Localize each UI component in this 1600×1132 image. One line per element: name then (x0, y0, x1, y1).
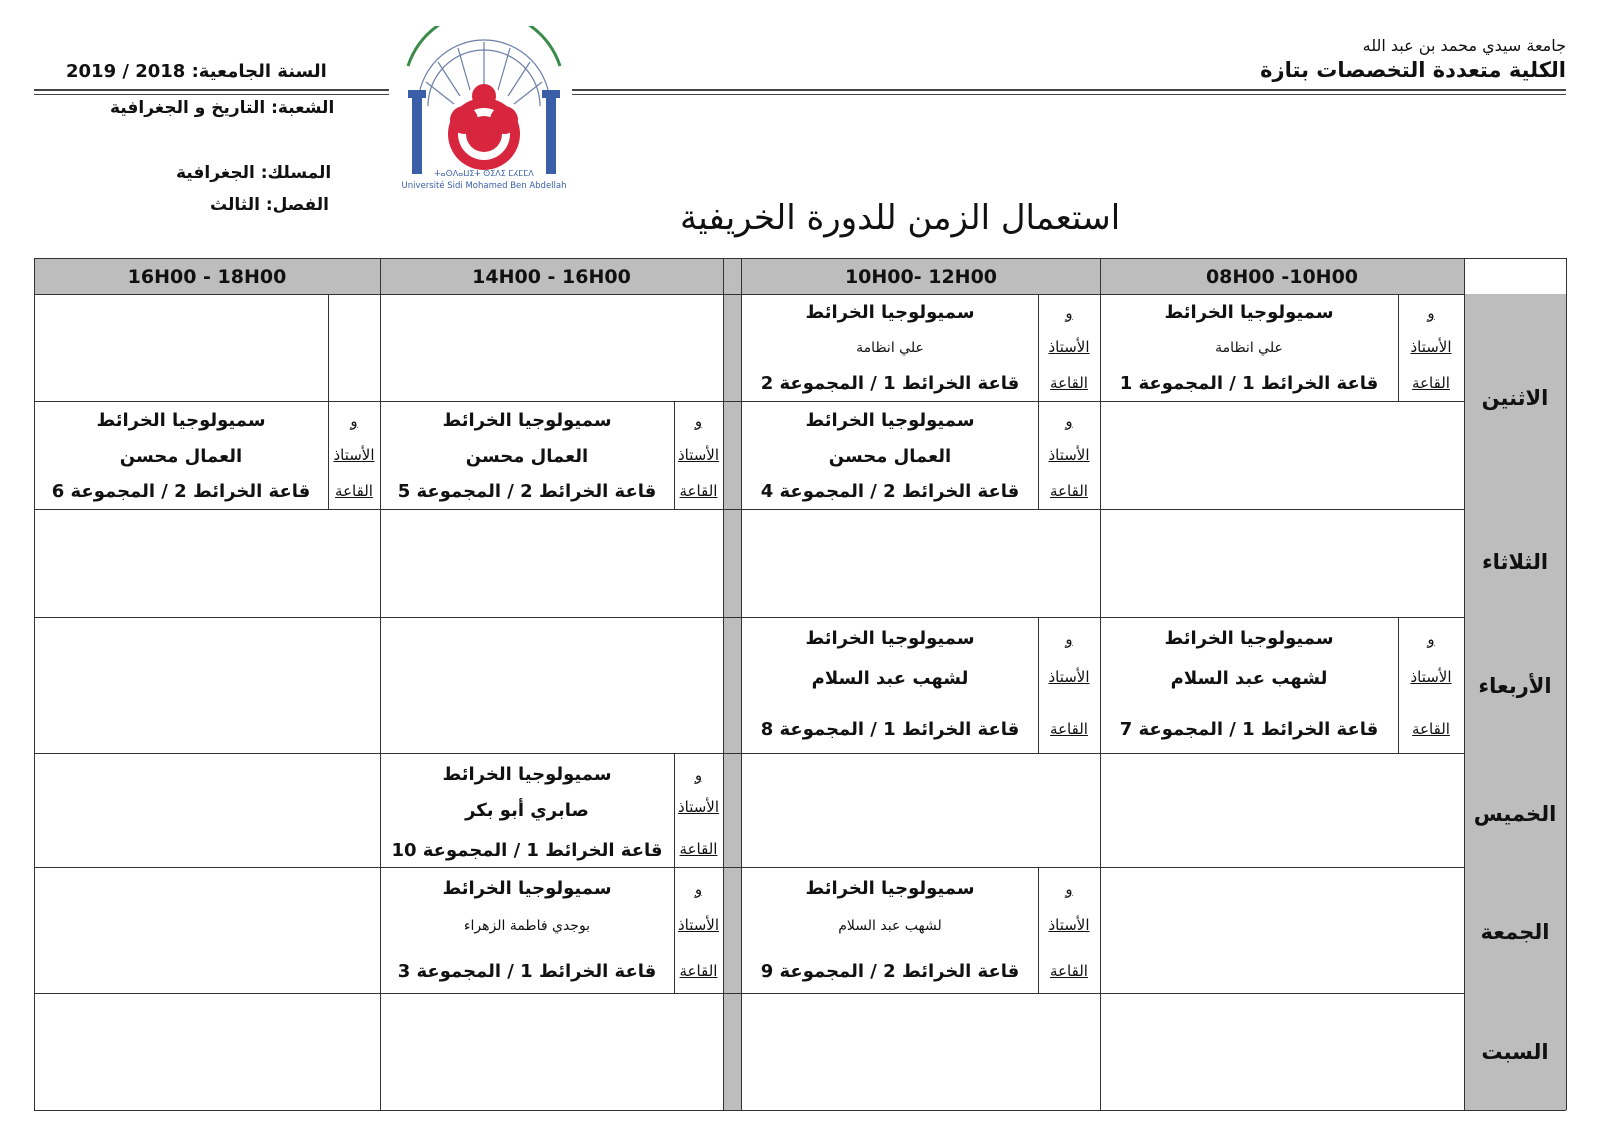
label-room: القاعة (1050, 962, 1088, 980)
professor-name: لشهب عبد السلام (838, 918, 942, 934)
logo-caption: Université Sidi Mohamed Ben Abdellah (401, 181, 567, 191)
grid-h-fri (34, 867, 1464, 868)
label-room: القاعة (335, 482, 373, 500)
faculty-name: الكلية متعددة التخصصات بتازة (1260, 58, 1566, 82)
label-professor: الأستاذ (1410, 668, 1452, 686)
label-professor: الأستاذ (1048, 338, 1090, 356)
subcol-mon2-a (1038, 294, 1039, 509)
professor-name: علي انظامة (856, 340, 924, 356)
day-tuesday: الثلاثاء (1481, 550, 1549, 574)
professor-name: لشهب عبد السلام (1170, 668, 1328, 689)
professor-name: لشهب عبد السلام (811, 668, 969, 689)
room-group: قاعة الخرائط 2 / المجموعة 4 (760, 481, 1020, 502)
course-name: سميولوجيا الخرائط (96, 410, 266, 431)
label-room: القاعة (1050, 720, 1088, 738)
grid-v-right (1566, 258, 1567, 1110)
day-wednesday: الأربعاء (1478, 674, 1552, 698)
day-column-band (1464, 294, 1566, 1111)
label-professor: الأستاذ (1048, 916, 1090, 934)
professor-name: العمال محسن (465, 446, 589, 467)
header-rule-right-2 (572, 94, 1566, 95)
grid-h-tue (34, 509, 1464, 510)
label-and: و (694, 880, 703, 898)
room-group: قاعة الخرائط 1 / المجموعة 1 (1119, 373, 1379, 394)
label-and: و (1065, 880, 1073, 898)
day-monday: الاثنين (1481, 386, 1549, 410)
label-and: و (1065, 630, 1073, 648)
grid-h-header (34, 294, 1464, 295)
semester: الفصل: الثالث (210, 195, 329, 215)
label-room: القاعة (1412, 720, 1450, 738)
label-professor: الأستاذ (333, 446, 375, 464)
label-and: و (1427, 304, 1435, 322)
professor-name: بوجدي فاطمة الزهراء (463, 918, 591, 934)
page-title: استعمال الزمن للدورة الخريفية (680, 198, 1121, 238)
branch: الشعبة: التاريخ و الجغرافية (110, 98, 335, 118)
course-name: سميولوجيا الخرائط (805, 628, 975, 649)
grid-v-break-l (723, 258, 724, 1110)
header-rule-left (34, 89, 389, 91)
room-group: قاعة الخرائط 1 / المجموعة 2 (760, 373, 1020, 394)
label-and: و (1065, 412, 1073, 430)
time-slot-3: 14H00 - 16H00 (472, 266, 631, 288)
break-column (723, 258, 741, 1111)
room-group: قاعة الخرائط 1 / المجموعة 10 (391, 840, 663, 861)
professor-name: العمال محسن (119, 446, 243, 467)
header-rule-left-2 (34, 94, 389, 95)
label-professor: الأستاذ (1048, 446, 1090, 464)
grid-v-left (34, 258, 35, 1110)
course-name: سميولوجيا الخرائط (805, 878, 975, 899)
university-logo (398, 26, 570, 194)
course-name: سميولوجيا الخرائط (805, 410, 975, 431)
time-slot-2: 10H00- 12H00 (844, 266, 998, 288)
label-and: و (694, 766, 703, 784)
day-thursday: الخميس (1473, 802, 1557, 826)
course-name: سميولوجيا الخرائط (1164, 628, 1334, 649)
grid-v-day (1464, 258, 1465, 1110)
day-saturday: السبت (1481, 1040, 1549, 1064)
time-slot-1: 08H00 -10H00 (1205, 266, 1359, 288)
label-room: القاعة (1050, 482, 1088, 500)
room-group: قاعة الخرائط 1 / المجموعة 7 (1119, 719, 1379, 740)
course-name: سميولوجيا الخرائط (442, 878, 612, 899)
grid-h-sat (34, 993, 1464, 994)
label-and: و (350, 412, 358, 430)
label-and: و (1427, 630, 1435, 648)
subcol-thu-fri3 (674, 753, 675, 993)
time-slot-4: 16H00 - 18H00 (127, 266, 287, 288)
room-group: قاعة الخرائط 1 / المجموعة 3 (397, 961, 657, 982)
room-group: قاعة الخرائط 2 / المجموعة 9 (760, 961, 1020, 982)
grid-top (34, 258, 1566, 259)
course-name: سميولوجيا الخرائط (1164, 302, 1334, 323)
grid-h-thu (34, 753, 1464, 754)
course-name: سميولوجيا الخرائط (442, 410, 612, 431)
university-name: جامعة سيدي محمد بن عبد الله (1362, 36, 1566, 55)
label-professor: الأستاذ (677, 446, 720, 464)
room-group: قاعة الخرائط 2 / المجموعة 5 (397, 481, 657, 502)
subcol-mon4 (328, 294, 329, 509)
professor-name: علي انظامة (1215, 340, 1283, 356)
professor-name: صابري أبو بكر (465, 800, 589, 821)
track: المسلك: الجغرافية (176, 163, 332, 183)
label-professor: الأستاذ (677, 916, 720, 934)
grid-v-slot3-4 (380, 258, 381, 1110)
label-room: القاعة (1050, 374, 1088, 392)
label-room: القاعة (679, 962, 718, 980)
label-room: القاعة (679, 840, 718, 858)
label-professor: الأستاذ (1048, 668, 1090, 686)
label-room: القاعة (679, 482, 718, 500)
room-group: قاعة الخرائط 1 / المجموعة 8 (760, 719, 1020, 740)
label-room: القاعة (1412, 374, 1450, 392)
grid-bottom (34, 1110, 1566, 1111)
grid-h-mon-mid (34, 401, 1464, 402)
label-and: و (694, 412, 703, 430)
academic-year: السنة الجامعية: 2018 / 2019 (66, 61, 327, 82)
label-and: و (1065, 304, 1073, 322)
room-group: قاعة الخرائط 2 / المجموعة 6 (51, 481, 311, 502)
course-name: سميولوجيا الخرائط (442, 764, 612, 785)
course-name: سميولوجيا الخرائط (805, 302, 975, 323)
corner-cell (1464, 258, 1566, 294)
professor-name: العمال محسن (828, 446, 952, 467)
header-rule-right (572, 89, 1566, 91)
label-professor: الأستاذ (1410, 338, 1452, 356)
svg-text:ⵜⴰⵙⴷⴰⵡⵉⵜ ⵙⵉⴷⵉ ⵎⵃⵎⵎⴷ: ⵜⴰⵙⴷⴰⵡⵉⵜ ⵙⵉⴷⵉ ⵎⵃⵎⵎⴷ (434, 169, 534, 178)
label-professor: الأستاذ (677, 798, 720, 816)
day-friday: الجمعة (1480, 920, 1550, 944)
grid-h-wed (34, 617, 1464, 618)
